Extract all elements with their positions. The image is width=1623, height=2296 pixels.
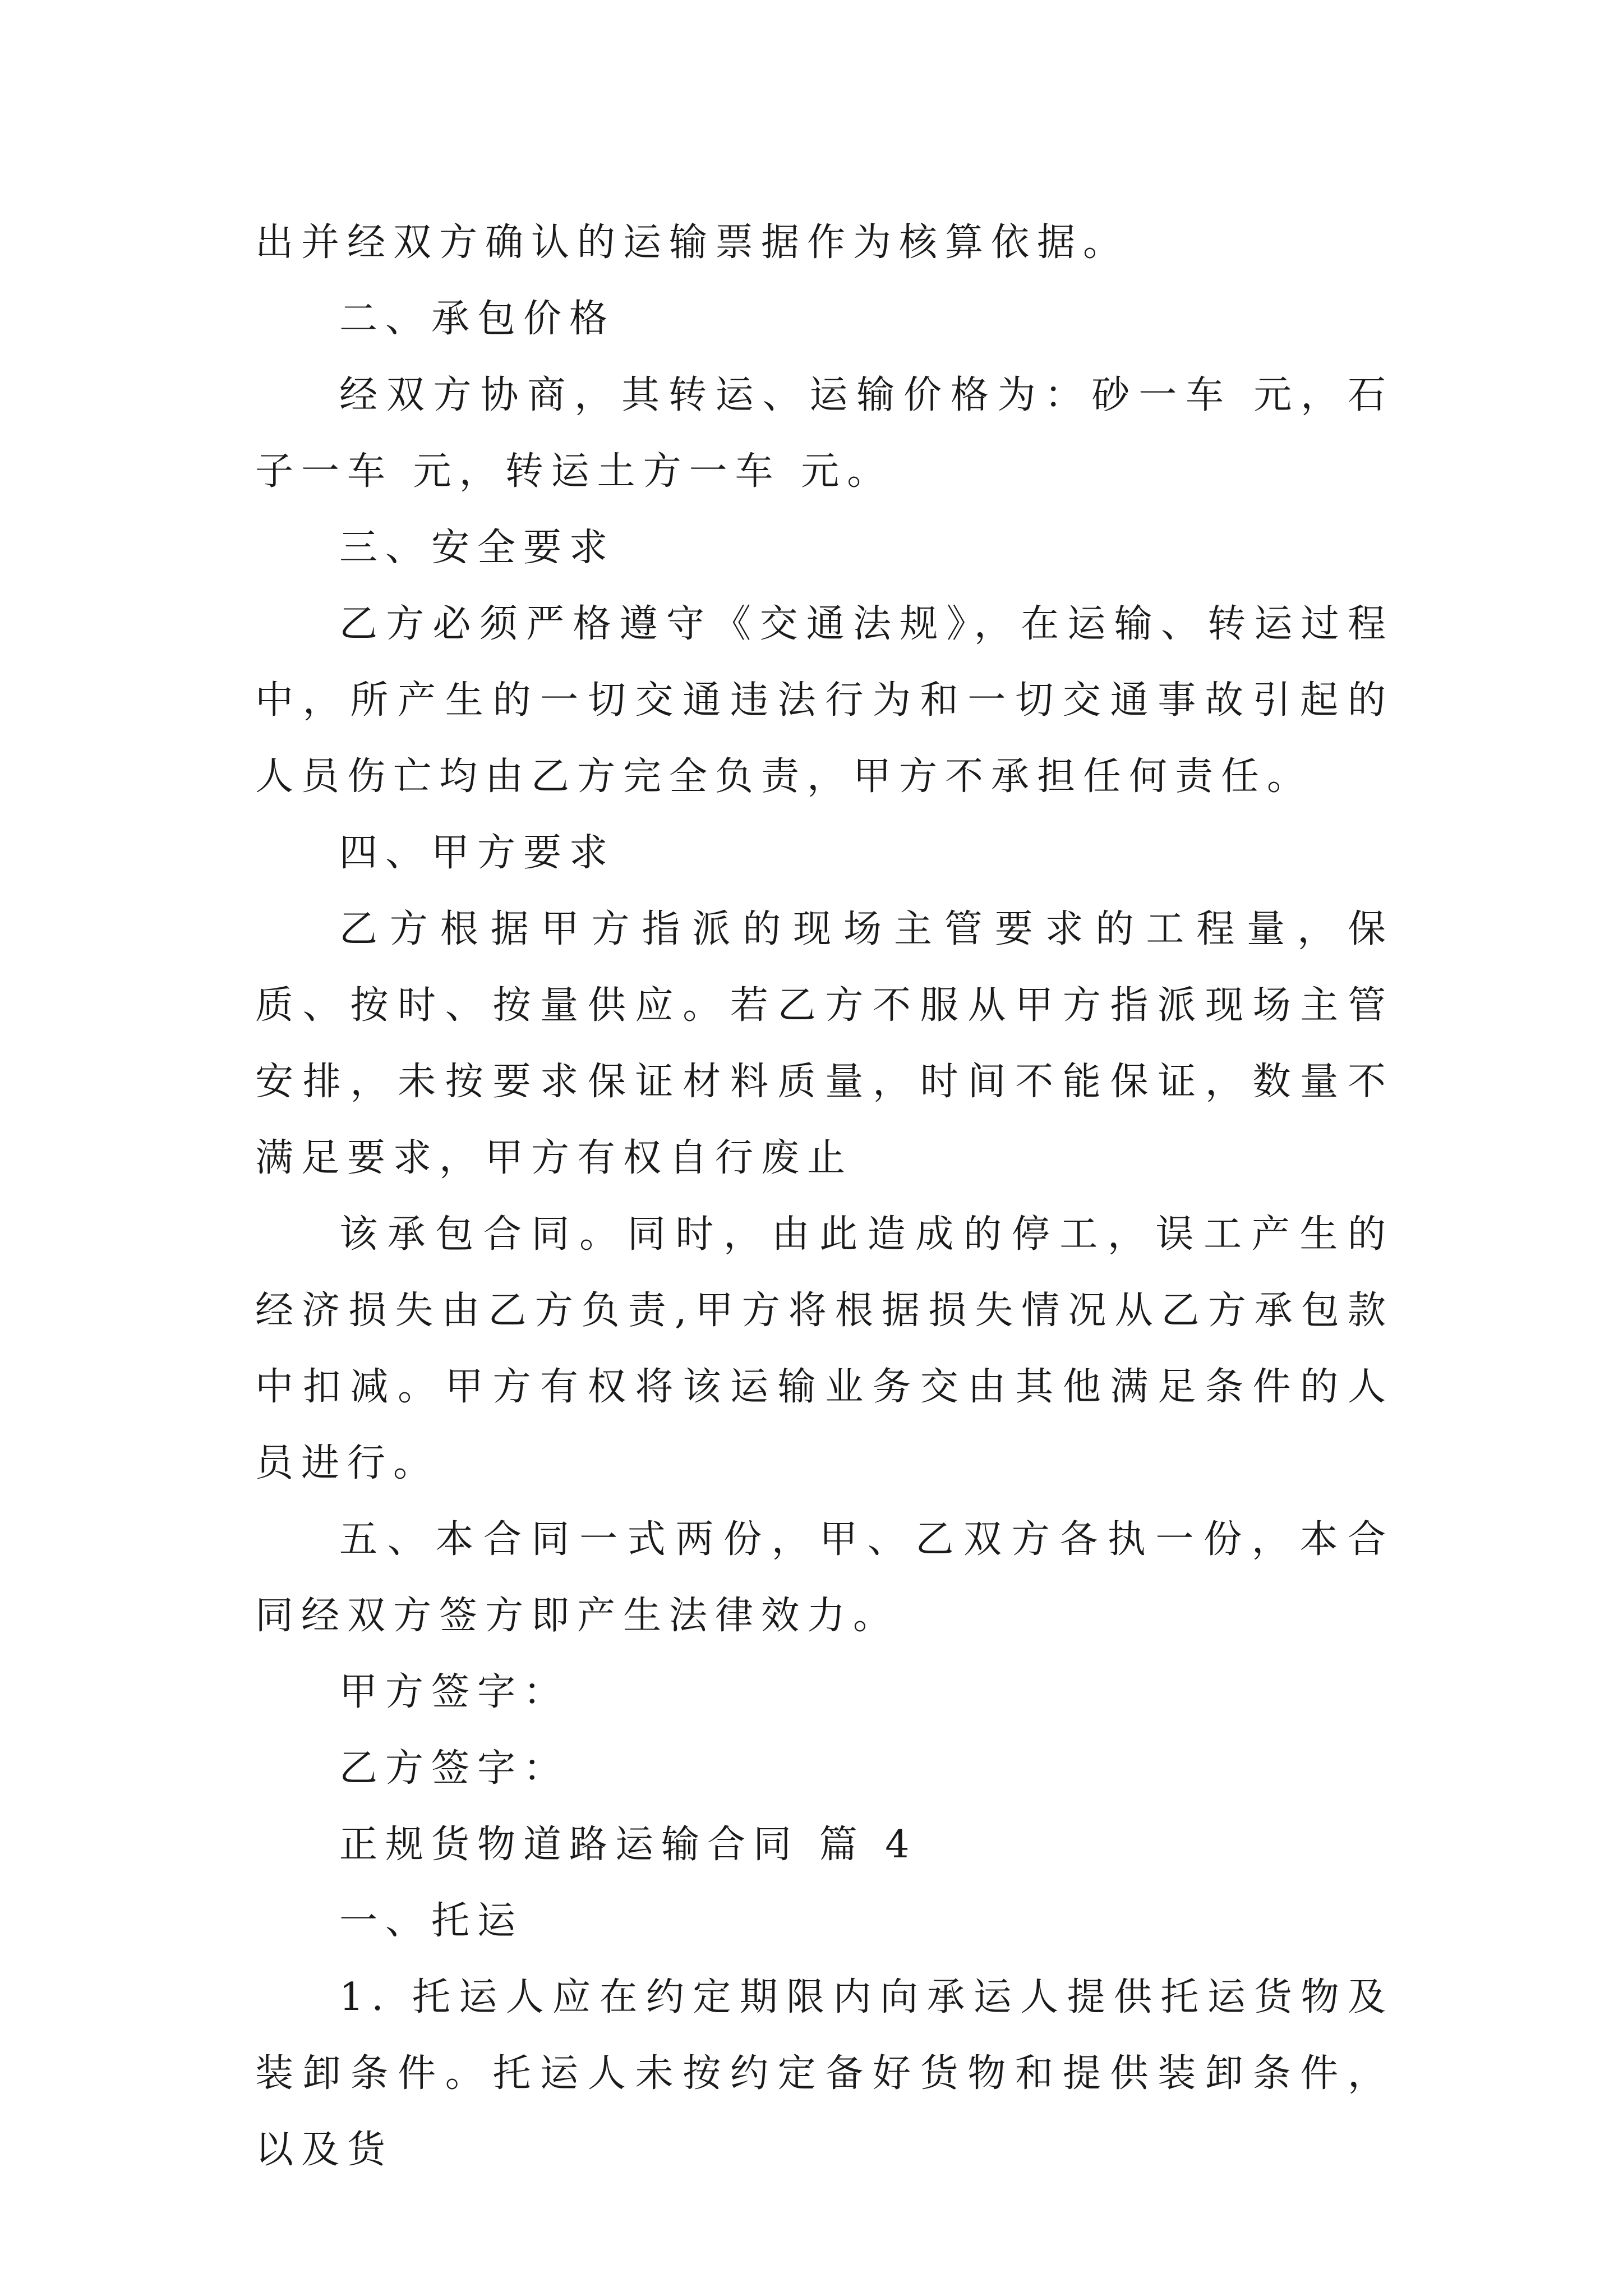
signature-line-party-a: 甲方签字： xyxy=(339,1670,570,1714)
paragraph: 五、本合同一式两份，甲、乙双方各执一份，本合同经双方签方即产生法律效力。 xyxy=(255,1517,1394,1638)
section-heading: 四、甲方要求 xyxy=(339,831,616,875)
paragraph: 出并经双方确认的运输票据作为核算依据。 xyxy=(255,220,1129,265)
section-heading: 二、承包价格 xyxy=(339,297,616,341)
paragraph: 经双方协商，其转运、运输价格为：砂一车 元，石子一车 元，转运土方一车 元。 xyxy=(255,373,1394,494)
contract-title: 正规货物道路运输合同 篇 4 xyxy=(339,1823,917,1867)
paragraph: 1. 托运人应在约定期限内向承运人提供托运货物及装卸条件。托运人未按约定备好货物和提供装卸条件，以及货 xyxy=(255,1975,1394,2172)
section-heading: 一、托运 xyxy=(339,1899,524,1943)
paragraph: 乙方根据甲方指派的现场主管要求的工程量，保质、按时、按量供应。若乙方不服从甲方指派现场主管安排，未按要求保证材料质量，时间不能保证，数量不满足要求，甲方有权自行废止 xyxy=(255,907,1394,1180)
document-body xyxy=(255,205,1394,2188)
paragraph: 乙方必须严格遵守《交通法规》，在运输、转运过程中，所产生的一切交通违法行为和一切交通事故引起的人员伤亡均由乙方完全负责，甲方不承担任何责任。 xyxy=(255,602,1394,799)
paragraph: 该承包合同。同时，由此造成的停工，误工产生的经济损失由乙方负责,甲方将根据损失情况从乙方承包款中扣减。甲方有权将该运输业务交由其他满足条件的人员进行。 xyxy=(255,1212,1394,1485)
signature-line-party-b: 乙方签字： xyxy=(339,1746,570,1791)
section-heading: 三、安全要求 xyxy=(339,526,616,570)
